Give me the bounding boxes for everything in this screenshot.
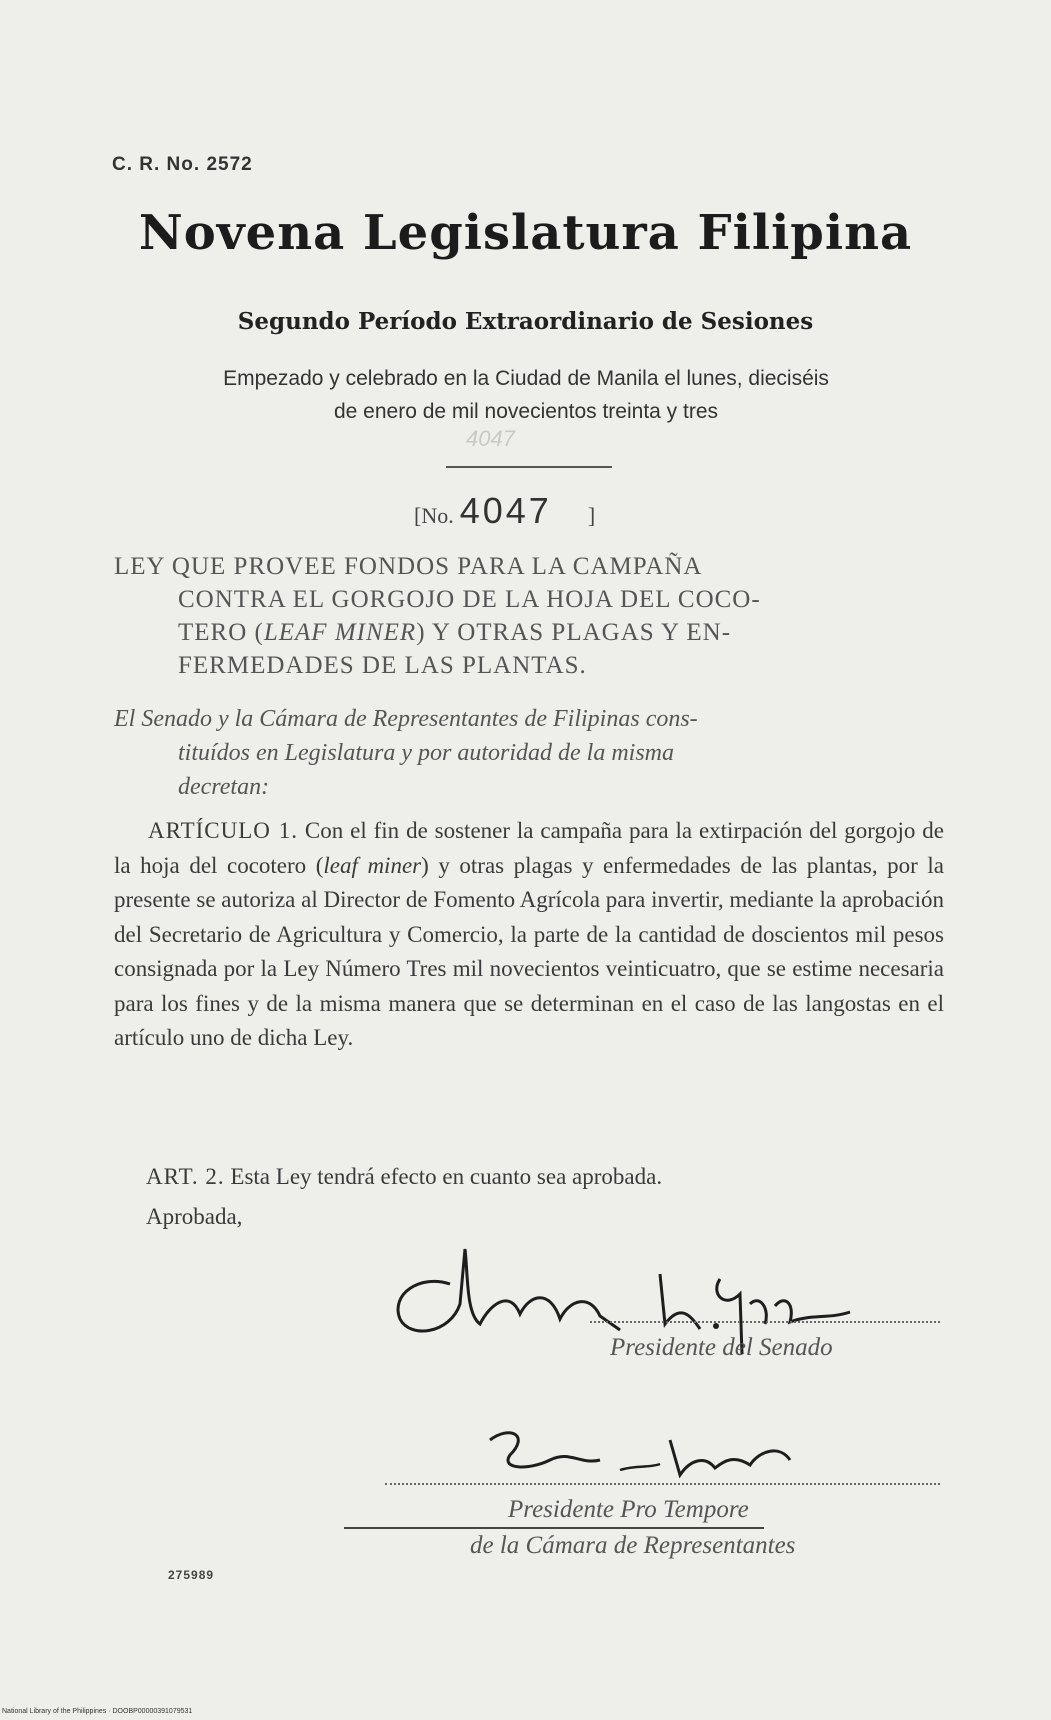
law-title-line-1: LEY QUE PROVEE FONDOS PARA LA CAMPAÑA (114, 553, 703, 580)
law-title-line-4: FERMEDADES DE LAS PLANTAS. (178, 652, 587, 679)
archive-footer: National Library of the Philippines · DOOBP00000391079531 (2, 1708, 193, 1715)
bill-number (414, 490, 595, 532)
divider-rule (446, 466, 612, 468)
house-president-title-line-1: Presidente Pro Tempore (508, 1496, 749, 1523)
opening-line-1: Empezado y celebrado en la Ciudad de Manila el lunes, dieciséis (223, 367, 829, 390)
session-subtitle: Segundo Período Extraordinario de Sesiones (237, 308, 814, 335)
article-1-italic: leaf miner (323, 852, 422, 878)
signature-underline (344, 1527, 764, 1529)
article-1-label: ARTÍCULO 1. (148, 818, 299, 843)
law-title-line-3-start: TERO ( (178, 619, 264, 646)
article-2 (146, 1164, 662, 1190)
house-president-signature (470, 1420, 830, 1500)
house-signature-line (385, 1483, 940, 1485)
pencil-annotation: 4047 (466, 426, 515, 451)
bill-number-value: 4047 (459, 490, 552, 531)
archive-stamp-number: 275989 (168, 1568, 215, 1582)
opening-line-2: de enero de mil novecientos treinta y tres (333, 400, 719, 423)
article-1-text-b: ) y otras plagas y enfermedades de las plantas, por la presente se autoriza al Director de Fomento Agrícola para invertir, mediante la aprobación del Secretario de Agricultura y Comercio, la parte de la cantidad de doscientos mil pesos consignada por la Ley Número Tres mil novecientos veinticuatro, que se estime necesaria para los fines y de la misma manera que se determinan en el caso de las langostas en el artículo uno de dicha Ley. (114, 852, 944, 1050)
legislature-title: Novena Legislatura Filipina (138, 205, 913, 261)
senate-president-title: Presidente del Senado (610, 1334, 833, 1361)
cr-number: C. R. No. 2572 (112, 154, 253, 175)
approval-text: Aprobada, (146, 1204, 243, 1229)
article-2-text: Esta Ley tendrá efecto en cuanto sea aprobada. (230, 1164, 663, 1189)
bill-number-prefix: [No. (414, 503, 454, 528)
law-title (114, 550, 944, 682)
law-title-line-3 (114, 616, 944, 649)
house-president-title-line-2: de la Cámara de Representantes (470, 1532, 796, 1559)
law-title-line-3-end: ) Y OTRAS PLAGAS Y EN- (416, 619, 732, 646)
senate-signature-line (590, 1321, 940, 1323)
enacting-line-3: decretan: (178, 774, 270, 800)
article-1 (114, 814, 944, 1056)
bill-number-suffix: ] (587, 503, 596, 528)
opening-statement (110, 362, 942, 428)
enacting-clause (114, 702, 944, 804)
article-1-text-a: Con el fin de sostener la campaña para la extirpación del gorgojo de la hoja del cocotero ( (114, 818, 945, 878)
law-title-line-2: CONTRA EL GORGOJO DE LA HOJA DEL COCO- (178, 586, 761, 613)
article-2-label: ART. 2. (146, 1164, 225, 1189)
enacting-line-2: tituídos en Legislatura y por autoridad de la misma (178, 740, 675, 766)
leaf-miner-italic: LEAF MINER (263, 619, 417, 646)
enacting-line-1: El Senado y la Cámara de Representantes de Filipinas cons- (114, 706, 698, 732)
